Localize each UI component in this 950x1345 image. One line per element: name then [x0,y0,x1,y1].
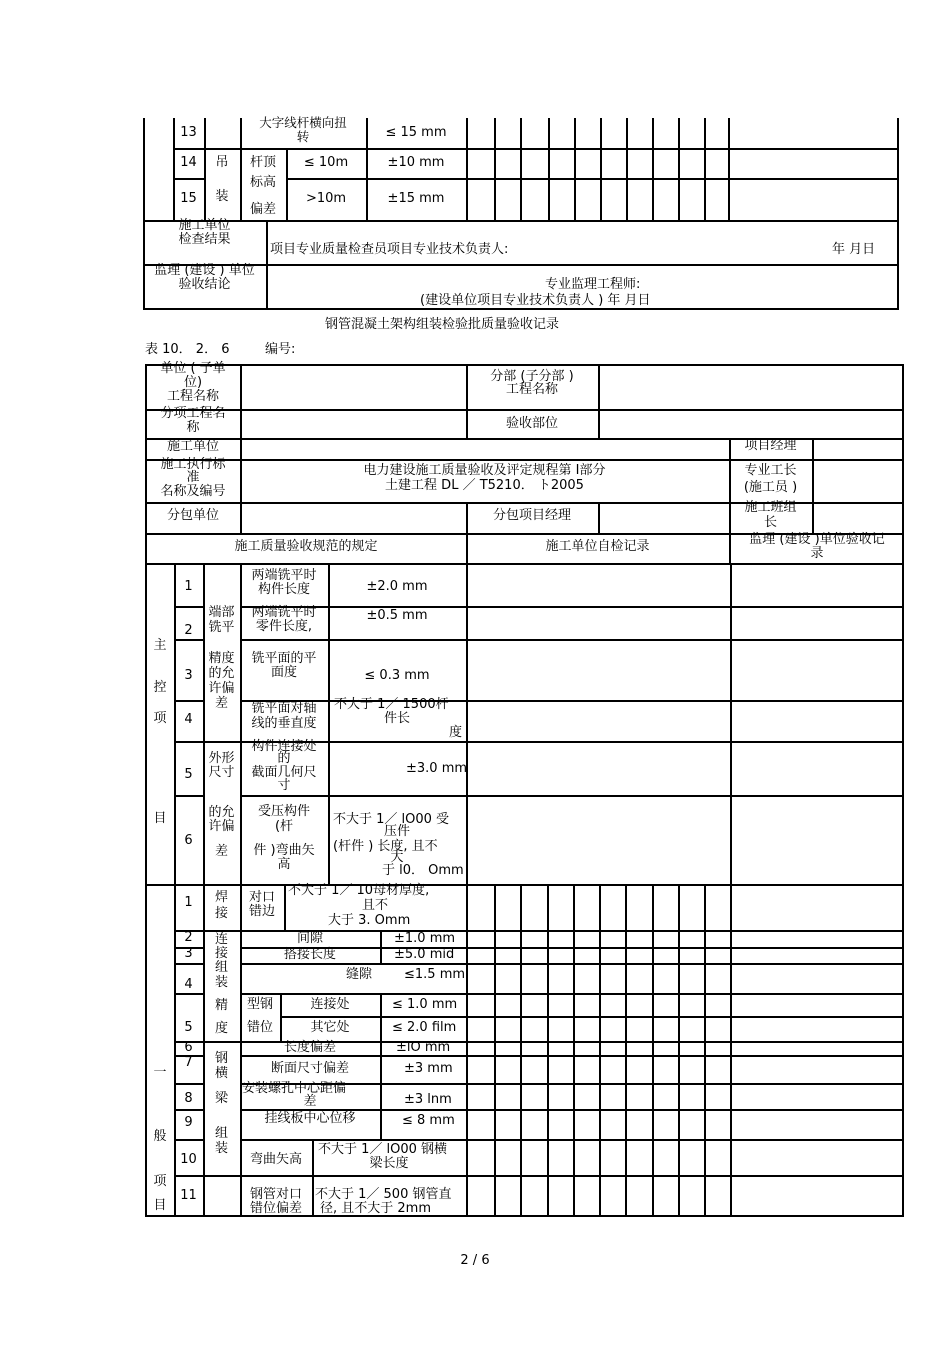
std-label-b: 准 [186,470,200,485]
gen-row-8-val: ±3 lnm [404,1092,452,1107]
main-row-1-no: 1 [184,579,193,594]
gen-row-9-item: 挂线板中心位移 [264,1111,356,1126]
main-row-5-no: 5 [184,767,193,782]
g-conn-6: 度 [214,1021,228,1036]
gen-row-2-item: 间隙 [296,931,323,946]
g2-5: 差 [214,844,228,859]
gen-row-6-no: 6 [184,1040,193,1055]
gen-row-10-item: 弯曲矢高 [249,1152,302,1167]
gen-row-5-sub-b: 其它处 [310,1020,350,1035]
main-row-4-val-c: 度 [449,725,463,740]
row-13-no: 13 [180,125,197,140]
main-row-3-item-a: 铣平面的平 [251,651,317,666]
gen-row-4-no: 4 [184,977,193,992]
g1-5: 许偏 [208,681,235,696]
gen-row-7-item: 断面尺寸偏差 [270,1061,349,1076]
g-conn-1: 连 [214,932,228,947]
gen-row-8-item-a: 安装螺孔中心距偏 [242,1081,347,1096]
accept-line-1: 专业监理工程师: [545,277,641,292]
main-row-4-item-a: 铣平面对轴 [251,701,317,716]
main-label-1: 主 [153,638,167,653]
main-row-6-item-b: (杆 [274,819,294,834]
g-beam-4: 组 [214,1126,228,1141]
row-14-sub-1: 杆顶 [249,155,276,170]
row-14-group: 吊 [215,155,229,170]
gen-row-6-item: 长度偏差 [283,1040,336,1055]
std-label-a: 施工执行标 [160,457,226,472]
g2-1: 外形 [208,751,235,766]
gen-row-1-val-b: 且不 [361,898,388,913]
gen-label-3: 项 [153,1174,167,1189]
g-conn-4: 装 [214,975,228,990]
gen-row-5-item-a: 型钢 [246,997,273,1012]
gen-row-11-val-a: 不大于 1／ 500 钢管直 [315,1187,452,1202]
gen-row-7-no: 7 [184,1055,193,1070]
g-conn-5: 精 [214,998,228,1013]
main-row-3-item-b: 面度 [270,665,297,680]
main-label-2: 控 [153,680,167,695]
main-row-5-item-d: 寸 [277,778,291,793]
main-row-4-item-b: 线的垂直度 [251,716,317,731]
gen-row-10-no: 10 [180,1152,197,1167]
g-beam-3: 梁 [214,1091,228,1106]
gen-row-11-no: 11 [180,1188,197,1203]
gen-row-3-item: 搭接长度 [283,947,336,962]
main-row-5-item-a: 构件连接处 [251,739,317,754]
check-label-1: 施工单位 [178,218,231,233]
code-label: 编号: [265,342,296,357]
unit-label-a: 单位 ( 子单 [160,361,226,376]
main-row-6-val-c: (杆件 ) 长度, 且不 [333,839,438,854]
gen-row-4-item: 缝隙 [346,967,373,982]
main-row-3-no: 3 [184,668,193,683]
row-15-cond: >10m [305,191,347,206]
g-conn-2: 接 [214,946,228,961]
main-row-4-val-b: 件长 [383,711,410,726]
g1-4: 的允 [208,666,235,681]
g1-2: 铣平 [208,620,235,635]
spec-label: 施工质量验收规范的规定 [234,539,378,554]
gen-row-3-val: ±5.0 mid [394,947,455,962]
gen-row-1-val-c: 大于 3. Omm [328,913,411,928]
gen-row-11-item-b: 错位偏差 [249,1201,302,1216]
subcon-pm-label: 分包项目经理 [492,508,571,523]
check-date: 年 月日 [832,242,876,257]
g-conn-3: 组 [214,960,228,975]
row-14-sub-3: 偏差 [249,202,276,217]
team-label-b: 长 [763,515,777,530]
gen-row-7-val: ±3 mm [404,1061,453,1076]
g1-6: 差 [214,696,228,711]
gen-row-6-val: ±lO mm [396,1040,451,1055]
gen-row-11-item-a: 钢管对口 [249,1187,302,1202]
gen-row-5-no: 5 [184,1020,193,1035]
std-label-c: 名称及编号 [160,484,226,499]
main-row-5-item-b: 的 [277,751,291,766]
row-15-group: 装 [215,189,229,204]
gen-row-1-val-a: 不大于 1／ 10母材厚度, [288,883,430,898]
g1-3: 精度 [208,651,235,666]
main-row-1-val: ±2.0 mm [366,579,428,594]
gen-row-8-no: 8 [184,1091,193,1106]
main-row-2-val: ±0.5 mm [366,608,428,623]
main-row-4-no: 4 [184,712,193,727]
self-check-label: 施工单位自检记录 [545,539,650,554]
main-row-5-val: ±3.0 mm [406,761,468,776]
std-text-1: 电力建设施工质量验收及评定规程第 Ⅰ部分 [363,463,606,478]
gen-row-1-item-a: 对口 [248,890,275,905]
main-row-6-item-a: 受压构件 [257,804,310,819]
main-row-1-item-a: 两端铣平时 [251,568,317,583]
main-row-6-val-d: 大 [390,850,404,865]
main-row-5-item-c: 截面几何尺 [251,765,317,780]
main-row-2-item-b: 零件长度, [255,619,313,634]
accept-line-2: (建设单位项目专业技术负责人 ) 年 月日 [420,293,651,308]
g1-1: 端部 [208,605,235,620]
main-row-6-no: 6 [184,833,193,848]
main-row-6-item-d: 高 [277,857,291,872]
g-beam-5: 装 [214,1141,228,1156]
unit-label-b: 位) [183,375,203,390]
g-beam-1: 钢 [214,1051,228,1066]
gen-row-1-item-b: 错边 [248,904,275,919]
row-14-no: 14 [180,155,197,170]
gen-row-5-sub-a: 连接处 [310,997,350,1012]
row-15-val: ±15 mm [387,191,445,206]
gen-label-1: 一 [153,1065,167,1080]
gen-row-2-val: ±1.0 mm [394,931,456,946]
gen-row-4-val: ≤1.5 mm [404,967,466,982]
gen-row-5-val-b: ≤ 2.0 film [392,1020,457,1035]
pm-label: 项目经理 [744,438,797,453]
table-number: 表 10． 2． 6 [145,342,230,357]
g2-2: 尺寸 [208,765,235,780]
row-14-cond: ≤ 10m [303,155,349,170]
gen-row-10-val-b: 梁长度 [369,1156,409,1171]
gen-row-9-val: ≤ 8 mm [402,1113,455,1128]
gen-row-9-no: 9 [184,1115,193,1130]
g-weld-1: 焊 [214,890,228,905]
check-text: 项目专业质量检查员项目专业技术负责人: [270,242,509,257]
gen-row-5-item-b: 错位 [246,1020,273,1035]
g2-3: 的允 [208,805,235,820]
main-row-6-item-c: 件 )弯曲矢 [253,843,315,858]
unit-label-c: 工程名称 [166,389,219,404]
row-13-val: ≤ 15 mm [385,125,447,140]
main-row-6-val-a: 不大于 1／ lO00 受 [333,812,450,827]
row-13-item-b: 转 [296,129,310,144]
gen-label-2: 般 [153,1129,167,1144]
document-title: 钢管混凝土架构组装检验批质量验收记录 [325,317,560,332]
page-number: 2 / 6 [460,1253,490,1268]
row-14-sub-2: 标高 [249,175,276,190]
row-13-item-a: 大字线杆横向扭 [259,115,347,130]
gen-row-8-item-b: 差 [303,1094,317,1109]
part-label-a: 分部 (子分部 ) [490,369,574,384]
row-14-val: ±10 mm [387,155,445,170]
subitem-label-a: 分项工程名 [160,406,226,421]
row-15-no: 15 [180,191,197,206]
constr-unit-label: 施工单位 [166,439,219,454]
gen-row-11-val-b: 径, 且不大于 2mm [320,1201,431,1216]
subcon-label: 分包单位 [166,508,219,523]
main-row-1-item-b: 构件长度 [257,582,310,597]
check-label-2: 检查结果 [178,232,231,247]
std-text-2: 土建工程 DL ／ T5210． ト2005 [385,478,584,493]
main-label-4: 目 [153,811,167,826]
supervise-label-a: 监理 (建设 )单位验收记 [749,532,885,547]
main-row-6-val-e: 于 l0． Omm [382,863,464,878]
accept-label-1: 监理 (建设 ) 单位 [154,263,255,278]
gen-row-10-val-a: 不大于 1／ lO00 钢横 [318,1142,448,1157]
foreman-label-b: (施工员 ) [743,480,798,495]
main-row-3-val: ≤ 0.3 mm [364,668,430,683]
main-row-2-no: 2 [184,623,193,638]
supervise-label-b: 录 [810,546,824,561]
team-label-a: 施工班组 [744,500,797,515]
main-row-4-val-a: 不大于 1／ 1500杆 [334,697,449,712]
accept-label-2: 验收结论 [178,277,231,292]
main-row-6-val-b: 压件 [383,824,410,839]
subitem-label-b: 称 [186,420,200,435]
gen-row-1-no: 1 [184,895,193,910]
accept-part-label: 验收部位 [505,416,558,431]
gen-row-3-no: 3 [184,946,193,961]
main-row-2-item-a: 两端铣平时 [251,605,317,620]
gen-label-4: 目 [153,1198,167,1213]
foreman-label-a: 专业工长 [744,463,797,478]
gen-row-2-no: 2 [184,930,193,945]
main-label-3: 项 [153,711,167,726]
gen-row-5-val-a: ≤ 1.0 mm [392,997,458,1012]
g-weld-2: 接 [214,906,228,921]
part-label-b: 工程名称 [505,382,558,397]
g2-4: 许偏 [208,819,235,834]
g-beam-2: 横 [214,1066,228,1081]
